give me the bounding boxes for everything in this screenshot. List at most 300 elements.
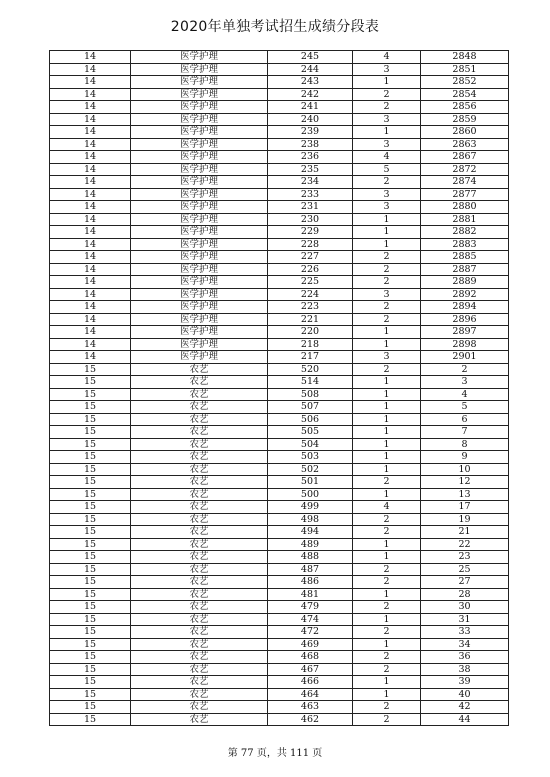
table-row	[50, 463, 509, 476]
score-cell: 217	[268, 351, 353, 364]
table-row	[50, 601, 509, 614]
table-row	[50, 438, 509, 451]
cumulative-cell: 36	[421, 651, 509, 664]
major-cell: 医学护理	[131, 288, 268, 301]
cumulative-cell: 4	[421, 388, 509, 401]
table-row	[50, 51, 509, 64]
major-cell: 农艺	[131, 576, 268, 589]
category-cell: 14	[50, 88, 131, 101]
major-cell: 农艺	[131, 588, 268, 601]
table-row	[50, 263, 509, 276]
score-cell: 239	[268, 126, 353, 139]
category-cell: 14	[50, 326, 131, 339]
count-cell: 3	[353, 201, 421, 214]
page-title: 2020年单独考试招生成绩分段表	[170, 19, 380, 35]
category-cell: 15	[50, 513, 131, 526]
score-cell: 464	[268, 688, 353, 701]
score-cell: 230	[268, 213, 353, 226]
major-cell: 农艺	[131, 626, 268, 639]
category-cell: 15	[50, 451, 131, 464]
count-cell: 2	[353, 663, 421, 676]
category-cell: 15	[50, 613, 131, 626]
count-cell: 3	[353, 351, 421, 364]
count-cell: 2	[353, 88, 421, 101]
major-cell: 农艺	[131, 713, 268, 726]
major-cell: 农艺	[131, 613, 268, 626]
table-row	[50, 626, 509, 639]
category-cell: 15	[50, 463, 131, 476]
major-cell: 医学护理	[131, 126, 268, 139]
table-row	[50, 513, 509, 526]
cumulative-cell: 23	[421, 551, 509, 564]
count-cell: 3	[353, 188, 421, 201]
major-cell: 农艺	[131, 413, 268, 426]
count-cell: 1	[353, 426, 421, 439]
category-cell: 14	[50, 101, 131, 114]
table-row	[50, 113, 509, 126]
cumulative-cell: 30	[421, 601, 509, 614]
score-cell: 244	[268, 63, 353, 76]
major-cell: 医学护理	[131, 226, 268, 239]
cumulative-cell: 2881	[421, 213, 509, 226]
count-cell: 2	[353, 313, 421, 326]
category-cell: 14	[50, 288, 131, 301]
table-row	[50, 501, 509, 514]
count-cell: 1	[353, 538, 421, 551]
count-cell: 2	[353, 363, 421, 376]
score-cell: 500	[268, 488, 353, 501]
score-cell: 479	[268, 601, 353, 614]
table-row	[50, 663, 509, 676]
major-cell: 农艺	[131, 501, 268, 514]
major-cell: 农艺	[131, 563, 268, 576]
category-cell: 15	[50, 501, 131, 514]
table-row	[50, 651, 509, 664]
count-cell: 2	[353, 626, 421, 639]
score-cell: 238	[268, 138, 353, 151]
major-cell: 农艺	[131, 513, 268, 526]
count-cell: 4	[353, 151, 421, 164]
score-cell: 235	[268, 163, 353, 176]
category-cell: 14	[50, 51, 131, 64]
count-cell: 1	[353, 76, 421, 89]
count-cell: 1	[353, 688, 421, 701]
major-cell: 农艺	[131, 676, 268, 689]
category-cell: 15	[50, 488, 131, 501]
major-cell: 农艺	[131, 663, 268, 676]
cumulative-cell: 22	[421, 538, 509, 551]
score-table-body	[50, 51, 509, 726]
table-row	[50, 638, 509, 651]
category-cell: 15	[50, 651, 131, 664]
score-cell: 520	[268, 363, 353, 376]
score-cell: 227	[268, 251, 353, 264]
table-row	[50, 313, 509, 326]
cumulative-cell: 2854	[421, 88, 509, 101]
score-table	[49, 50, 509, 726]
count-cell: 1	[353, 388, 421, 401]
cumulative-cell: 2860	[421, 126, 509, 139]
table-row	[50, 713, 509, 726]
category-cell: 14	[50, 338, 131, 351]
table-row	[50, 413, 509, 426]
major-cell: 医学护理	[131, 326, 268, 339]
score-cell: 494	[268, 526, 353, 539]
cumulative-cell: 10	[421, 463, 509, 476]
cumulative-cell: 2	[421, 363, 509, 376]
table-row	[50, 351, 509, 364]
count-cell: 2	[353, 601, 421, 614]
category-cell: 15	[50, 388, 131, 401]
category-cell: 14	[50, 213, 131, 226]
table-row	[50, 88, 509, 101]
major-cell: 农艺	[131, 651, 268, 664]
category-cell: 14	[50, 76, 131, 89]
major-cell: 医学护理	[131, 351, 268, 364]
category-cell: 15	[50, 576, 131, 589]
table-row	[50, 138, 509, 151]
score-cell: 231	[268, 201, 353, 214]
table-row	[50, 276, 509, 289]
category-cell: 14	[50, 151, 131, 164]
table-row	[50, 163, 509, 176]
count-cell: 1	[353, 238, 421, 251]
score-cell: 228	[268, 238, 353, 251]
category-cell: 15	[50, 363, 131, 376]
count-cell: 2	[353, 176, 421, 189]
score-cell: 508	[268, 388, 353, 401]
category-cell: 15	[50, 626, 131, 639]
score-cell: 507	[268, 401, 353, 414]
category-cell: 14	[50, 251, 131, 264]
cumulative-cell: 39	[421, 676, 509, 689]
table-row	[50, 688, 509, 701]
cumulative-cell: 33	[421, 626, 509, 639]
score-cell: 243	[268, 76, 353, 89]
count-cell: 2	[353, 263, 421, 276]
count-cell: 1	[353, 638, 421, 651]
cumulative-cell: 2852	[421, 76, 509, 89]
table-row	[50, 388, 509, 401]
category-cell: 15	[50, 638, 131, 651]
major-cell: 医学护理	[131, 101, 268, 114]
count-cell: 2	[353, 713, 421, 726]
category-cell: 15	[50, 663, 131, 676]
table-row	[50, 126, 509, 139]
count-cell: 1	[353, 613, 421, 626]
major-cell: 农艺	[131, 363, 268, 376]
page-footer: 第 77 页，共 111 页	[227, 748, 323, 759]
count-cell: 2	[353, 651, 421, 664]
count-cell: 1	[353, 463, 421, 476]
table-row	[50, 588, 509, 601]
cumulative-cell: 17	[421, 501, 509, 514]
category-cell: 15	[50, 563, 131, 576]
count-cell: 4	[353, 51, 421, 64]
category-cell: 15	[50, 413, 131, 426]
table-row	[50, 426, 509, 439]
major-cell: 农艺	[131, 538, 268, 551]
count-cell: 3	[353, 288, 421, 301]
cumulative-cell: 2856	[421, 101, 509, 114]
table-row	[50, 526, 509, 539]
major-cell: 医学护理	[131, 201, 268, 214]
cumulative-cell: 2851	[421, 63, 509, 76]
table-row	[50, 101, 509, 114]
score-cell: 233	[268, 188, 353, 201]
table-row	[50, 488, 509, 501]
major-cell: 农艺	[131, 463, 268, 476]
category-cell: 14	[50, 301, 131, 314]
count-cell: 3	[353, 63, 421, 76]
cumulative-cell: 25	[421, 563, 509, 576]
score-cell: 236	[268, 151, 353, 164]
score-cell: 481	[268, 588, 353, 601]
score-cell: 503	[268, 451, 353, 464]
major-cell: 医学护理	[131, 51, 268, 64]
score-cell: 226	[268, 263, 353, 276]
score-cell: 245	[268, 51, 353, 64]
score-cell: 502	[268, 463, 353, 476]
category-cell: 14	[50, 351, 131, 364]
table-row	[50, 338, 509, 351]
major-cell: 医学护理	[131, 188, 268, 201]
table-row	[50, 301, 509, 314]
count-cell: 2	[353, 576, 421, 589]
cumulative-cell: 6	[421, 413, 509, 426]
count-cell: 2	[353, 101, 421, 114]
score-cell: 514	[268, 376, 353, 389]
category-cell: 14	[50, 313, 131, 326]
major-cell: 农艺	[131, 426, 268, 439]
score-cell: 234	[268, 176, 353, 189]
count-cell: 1	[353, 413, 421, 426]
cumulative-cell: 42	[421, 701, 509, 714]
table-row	[50, 363, 509, 376]
cumulative-cell: 2887	[421, 263, 509, 276]
major-cell: 医学护理	[131, 163, 268, 176]
score-cell: 488	[268, 551, 353, 564]
major-cell: 医学护理	[131, 301, 268, 314]
cumulative-cell: 2898	[421, 338, 509, 351]
table-row	[50, 538, 509, 551]
cumulative-cell: 2867	[421, 151, 509, 164]
count-cell: 3	[353, 138, 421, 151]
score-cell: 220	[268, 326, 353, 339]
score-cell: 462	[268, 713, 353, 726]
table-row	[50, 451, 509, 464]
cumulative-cell: 2889	[421, 276, 509, 289]
count-cell: 1	[353, 376, 421, 389]
cumulative-cell: 31	[421, 613, 509, 626]
category-cell: 14	[50, 113, 131, 126]
cumulative-cell: 19	[421, 513, 509, 526]
category-cell: 15	[50, 713, 131, 726]
count-cell: 4	[353, 501, 421, 514]
major-cell: 农艺	[131, 376, 268, 389]
score-cell: 487	[268, 563, 353, 576]
score-cell: 504	[268, 438, 353, 451]
category-cell: 15	[50, 476, 131, 489]
category-cell: 15	[50, 426, 131, 439]
cumulative-cell: 5	[421, 401, 509, 414]
cumulative-cell: 2877	[421, 188, 509, 201]
major-cell: 医学护理	[131, 313, 268, 326]
score-cell: 224	[268, 288, 353, 301]
category-cell: 15	[50, 376, 131, 389]
count-cell: 1	[353, 488, 421, 501]
score-cell: 467	[268, 663, 353, 676]
category-cell: 14	[50, 238, 131, 251]
major-cell: 医学护理	[131, 276, 268, 289]
score-cell: 472	[268, 626, 353, 639]
count-cell: 1	[353, 401, 421, 414]
score-cell: 242	[268, 88, 353, 101]
score-cell: 499	[268, 501, 353, 514]
category-cell: 14	[50, 163, 131, 176]
table-row	[50, 201, 509, 214]
cumulative-cell: 2880	[421, 201, 509, 214]
score-cell: 240	[268, 113, 353, 126]
table-row	[50, 563, 509, 576]
score-cell: 501	[268, 476, 353, 489]
major-cell: 医学护理	[131, 238, 268, 251]
category-cell: 15	[50, 526, 131, 539]
category-cell: 15	[50, 601, 131, 614]
major-cell: 农艺	[131, 526, 268, 539]
cumulative-cell: 9	[421, 451, 509, 464]
major-cell: 农艺	[131, 701, 268, 714]
count-cell: 2	[353, 526, 421, 539]
score-cell: 489	[268, 538, 353, 551]
count-cell: 1	[353, 213, 421, 226]
table-row	[50, 476, 509, 489]
table-row	[50, 701, 509, 714]
cumulative-cell: 38	[421, 663, 509, 676]
major-cell: 农艺	[131, 451, 268, 464]
count-cell: 1	[353, 451, 421, 464]
major-cell: 医学护理	[131, 251, 268, 264]
count-cell: 1	[353, 226, 421, 239]
score-cell: 463	[268, 701, 353, 714]
table-row	[50, 226, 509, 239]
table-row	[50, 176, 509, 189]
score-cell: 506	[268, 413, 353, 426]
cumulative-cell: 2882	[421, 226, 509, 239]
count-cell: 2	[353, 301, 421, 314]
category-cell: 14	[50, 201, 131, 214]
category-cell: 14	[50, 138, 131, 151]
score-cell: 468	[268, 651, 353, 664]
count-cell: 1	[353, 338, 421, 351]
category-cell: 14	[50, 176, 131, 189]
major-cell: 医学护理	[131, 88, 268, 101]
cumulative-cell: 8	[421, 438, 509, 451]
cumulative-cell: 2896	[421, 313, 509, 326]
table-row	[50, 613, 509, 626]
count-cell: 2	[353, 701, 421, 714]
major-cell: 农艺	[131, 438, 268, 451]
table-row	[50, 551, 509, 564]
major-cell: 医学护理	[131, 151, 268, 164]
category-cell: 15	[50, 688, 131, 701]
score-cell: 218	[268, 338, 353, 351]
table-row	[50, 676, 509, 689]
major-cell: 医学护理	[131, 338, 268, 351]
major-cell: 农艺	[131, 551, 268, 564]
category-cell: 15	[50, 701, 131, 714]
category-cell: 15	[50, 401, 131, 414]
category-cell: 15	[50, 538, 131, 551]
score-cell: 241	[268, 101, 353, 114]
cumulative-cell: 2897	[421, 326, 509, 339]
count-cell: 1	[353, 676, 421, 689]
score-cell: 469	[268, 638, 353, 651]
major-cell: 农艺	[131, 601, 268, 614]
cumulative-cell: 27	[421, 576, 509, 589]
table-row	[50, 238, 509, 251]
count-cell: 1	[353, 588, 421, 601]
table-row	[50, 213, 509, 226]
table-row	[50, 576, 509, 589]
table-row	[50, 151, 509, 164]
cumulative-cell: 2872	[421, 163, 509, 176]
cumulative-cell: 44	[421, 713, 509, 726]
count-cell: 2	[353, 276, 421, 289]
count-cell: 1	[353, 326, 421, 339]
cumulative-cell: 2874	[421, 176, 509, 189]
category-cell: 15	[50, 588, 131, 601]
cumulative-cell: 40	[421, 688, 509, 701]
cumulative-cell: 2863	[421, 138, 509, 151]
major-cell: 农艺	[131, 488, 268, 501]
table-row	[50, 326, 509, 339]
cumulative-cell: 2883	[421, 238, 509, 251]
score-cell: 486	[268, 576, 353, 589]
major-cell: 医学护理	[131, 113, 268, 126]
count-cell: 1	[353, 551, 421, 564]
cumulative-cell: 2901	[421, 351, 509, 364]
count-cell: 2	[353, 563, 421, 576]
score-cell: 466	[268, 676, 353, 689]
cumulative-cell: 3	[421, 376, 509, 389]
table-row	[50, 376, 509, 389]
cumulative-cell: 2894	[421, 301, 509, 314]
table-row	[50, 188, 509, 201]
count-cell: 2	[353, 251, 421, 264]
score-cell: 229	[268, 226, 353, 239]
table-row	[50, 288, 509, 301]
major-cell: 医学护理	[131, 76, 268, 89]
major-cell: 医学护理	[131, 213, 268, 226]
count-cell: 2	[353, 513, 421, 526]
cumulative-cell: 2848	[421, 51, 509, 64]
cumulative-cell: 28	[421, 588, 509, 601]
table-row	[50, 63, 509, 76]
count-cell: 1	[353, 438, 421, 451]
table-row	[50, 401, 509, 414]
category-cell: 14	[50, 188, 131, 201]
table-row	[50, 76, 509, 89]
count-cell: 5	[353, 163, 421, 176]
cumulative-cell: 2892	[421, 288, 509, 301]
score-cell: 498	[268, 513, 353, 526]
category-cell: 15	[50, 676, 131, 689]
cumulative-cell: 13	[421, 488, 509, 501]
major-cell: 农艺	[131, 476, 268, 489]
cumulative-cell: 21	[421, 526, 509, 539]
cumulative-cell: 34	[421, 638, 509, 651]
